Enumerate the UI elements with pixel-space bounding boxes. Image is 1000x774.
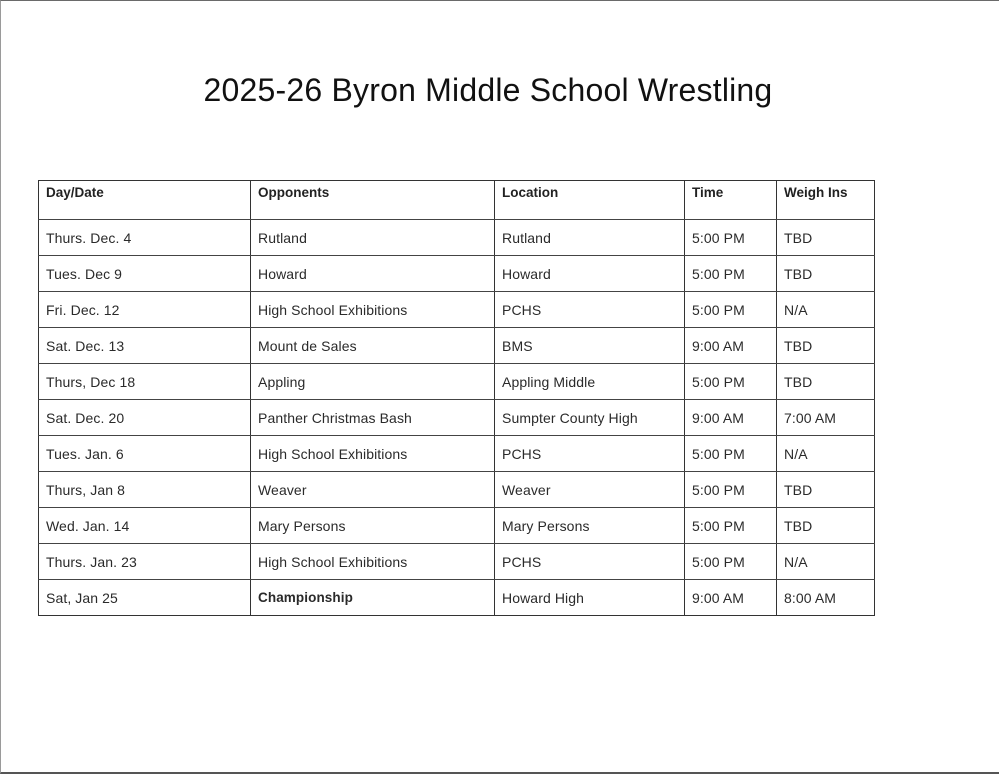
cell-location: Sumpter County High xyxy=(495,400,685,436)
cell-date: Tues. Dec 9 xyxy=(39,256,251,292)
cell-opponent: Howard xyxy=(251,256,495,292)
cell-location: PCHS xyxy=(495,436,685,472)
cell-opponent: High School Exhibitions xyxy=(251,544,495,580)
header-location: Location xyxy=(495,181,685,220)
cell-weigh-ins: TBD xyxy=(777,256,875,292)
cell-time: 9:00 AM xyxy=(685,400,777,436)
header-time: Time xyxy=(685,181,777,220)
table-row xyxy=(39,472,875,508)
cell-time: 5:00 PM xyxy=(685,436,777,472)
cell-time: 5:00 PM xyxy=(685,256,777,292)
cell-weigh-ins: 8:00 AM xyxy=(777,580,875,616)
cell-date: Thurs. Jan. 23 xyxy=(39,544,251,580)
cell-time: 9:00 AM xyxy=(685,580,777,616)
table-row xyxy=(39,256,875,292)
cell-location: PCHS xyxy=(495,292,685,328)
cell-weigh-ins: N/A xyxy=(777,292,875,328)
table-row xyxy=(39,580,875,616)
schedule-table xyxy=(38,180,875,616)
cell-time: 5:00 PM xyxy=(685,220,777,256)
table-row xyxy=(39,328,875,364)
table-row xyxy=(39,292,875,328)
cell-date: Thurs, Jan 8 xyxy=(39,472,251,508)
cell-weigh-ins: N/A xyxy=(777,544,875,580)
cell-weigh-ins: N/A xyxy=(777,436,875,472)
cell-date: Thurs, Dec 18 xyxy=(39,364,251,400)
cell-opponent: Championship xyxy=(251,580,495,616)
table-row xyxy=(39,364,875,400)
table-row xyxy=(39,400,875,436)
cell-date: Tues. Jan. 6 xyxy=(39,436,251,472)
page-title: 2025-26 Byron Middle School Wrestling xyxy=(203,72,773,108)
cell-date: Fri. Dec. 12 xyxy=(39,292,251,328)
table-row xyxy=(39,436,875,472)
cell-date: Sat. Dec. 20 xyxy=(39,400,251,436)
table-header-row xyxy=(39,181,875,220)
cell-date: Sat, Jan 25 xyxy=(39,580,251,616)
table-row xyxy=(39,544,875,580)
table-row xyxy=(39,508,875,544)
cell-time: 5:00 PM xyxy=(685,544,777,580)
cell-location: Rutland xyxy=(495,220,685,256)
cell-opponent: Appling xyxy=(251,364,495,400)
cell-opponent: High School Exhibitions xyxy=(251,292,495,328)
cell-opponent: Panther Christmas Bash xyxy=(251,400,495,436)
cell-opponent: High School Exhibitions xyxy=(251,436,495,472)
cell-opponent: Rutland xyxy=(251,220,495,256)
cell-time: 5:00 PM xyxy=(685,472,777,508)
cell-opponent: Mary Persons xyxy=(251,508,495,544)
cell-location: Weaver xyxy=(495,472,685,508)
cell-time: 5:00 PM xyxy=(685,364,777,400)
cell-time: 5:00 PM xyxy=(685,508,777,544)
cell-time: 9:00 AM xyxy=(685,328,777,364)
header-opponents: Opponents xyxy=(251,181,495,220)
cell-location: BMS xyxy=(495,328,685,364)
cell-location: Howard High xyxy=(495,580,685,616)
cell-opponent: Mount de Sales xyxy=(251,328,495,364)
header-day-date: Day/Date xyxy=(39,181,251,220)
cell-weigh-ins: TBD xyxy=(777,220,875,256)
cell-date: Sat. Dec. 13 xyxy=(39,328,251,364)
cell-weigh-ins: TBD xyxy=(777,328,875,364)
cell-weigh-ins: TBD xyxy=(777,472,875,508)
cell-weigh-ins: 7:00 AM xyxy=(777,400,875,436)
cell-location: PCHS xyxy=(495,544,685,580)
cell-time: 5:00 PM xyxy=(685,292,777,328)
cell-date: Wed. Jan. 14 xyxy=(39,508,251,544)
table-row xyxy=(39,220,875,256)
cell-location: Mary Persons xyxy=(495,508,685,544)
header-weigh-ins: Weigh Ins xyxy=(777,181,875,220)
cell-date: Thurs. Dec. 4 xyxy=(39,220,251,256)
cell-location: Howard xyxy=(495,256,685,292)
cell-weigh-ins: TBD xyxy=(777,508,875,544)
cell-opponent: Weaver xyxy=(251,472,495,508)
cell-weigh-ins: TBD xyxy=(777,364,875,400)
cell-location: Appling Middle xyxy=(495,364,685,400)
